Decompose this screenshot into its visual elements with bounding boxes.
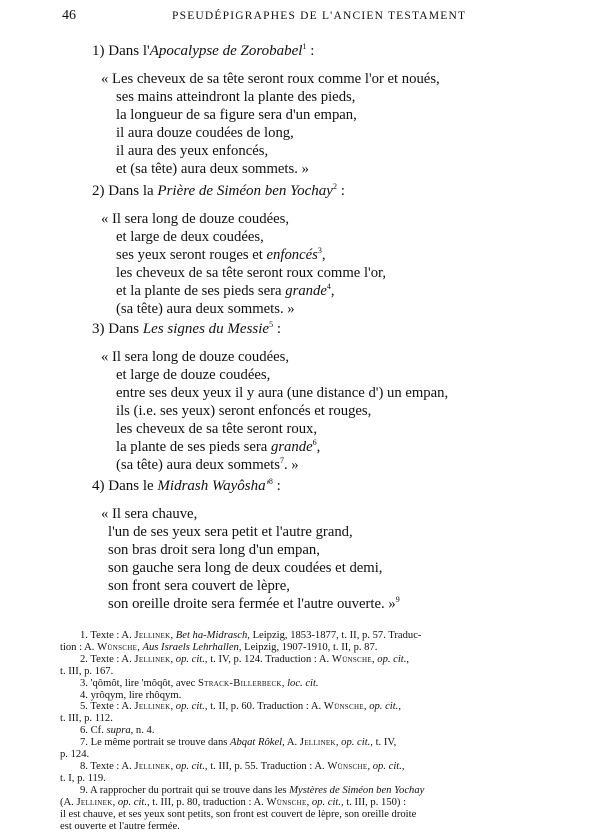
verse-line: et (sa tête) aura deux sommets. » xyxy=(116,161,309,177)
verse-line: « Il sera long de douze coudées, xyxy=(101,349,290,365)
footnote-7: 7. Le même portrait se trouve dans Abqat Rôkel, A. Jellinek, op. cit., t. IV, xyxy=(80,737,397,749)
footnote-9: 9. A rapprocher du portrait qui se trouve dans les Mystères de Siméon ben Yochay xyxy=(80,784,425,796)
verse-line: les cheveux de sa tête seront roux comme l'or, xyxy=(116,265,387,281)
verse-line: la plante de ses pieds sera grande$^6$, xyxy=(116,438,321,455)
footnotes xyxy=(60,630,558,832)
verse-line: (sa tête) aura deux sommets$^7$. » xyxy=(116,456,299,473)
footnote-6: 6. Cf. supra, n. 4. xyxy=(80,725,155,737)
footnote-9-cont: est ouverte et l'autre fermée. xyxy=(60,820,180,832)
footnote-4: 4. yrôqym, lire rhôqym. xyxy=(80,689,182,701)
section-heading: 3) Dans Les signes du Messie$^5$ : xyxy=(92,320,281,337)
verse-line: « Les cheveux de sa tête seront roux comme l'or et noués, xyxy=(101,71,440,87)
verse-line: son oreille droite sera fermée et l'autre ouverte. »$^9$ xyxy=(108,595,400,612)
verse-line: ils (i.e. ses yeux) seront enfoncés et rouges, xyxy=(116,403,372,419)
verse-line: les cheveux de sa tête seront roux, xyxy=(116,421,318,437)
verse-line: et large de deux coudées, xyxy=(116,229,264,245)
verse-line: et la plante de ses pieds sera grande$^4$, xyxy=(116,282,335,299)
verse-line: « Il sera long de douze coudées, xyxy=(101,211,290,227)
verse-line: son front sera couvert de lèpre, xyxy=(108,578,290,594)
section-heading: 4) Dans le Midrash $Wayôsha'^8$ : xyxy=(92,477,281,494)
verse-line: il aura des yeux enfoncés, xyxy=(116,143,269,159)
footnote-8: 8. Texte : A. Jellinek, op. cit., t. III, p. 55. Traduction : A. Wünsche, op. cit., xyxy=(80,760,405,772)
verse-line: (sa tête) aura deux sommets. » xyxy=(116,301,295,317)
footnote-2: 2. Texte : A. Jellinek, op. cit., t. IV, p. 124. Traduction : A. Wünsche, op. cit., xyxy=(80,653,410,665)
verse-line: son gauche sera long de deux coudées et demi, xyxy=(108,560,383,576)
verse-line: ses mains atteindront la plante des pieds, xyxy=(116,89,356,105)
section-heading: 2) Dans la Prière de Siméon ben Yochay$^2$ : xyxy=(92,182,345,199)
verse-line: entre ses deux yeux il y aura (une distance d') un empan, xyxy=(116,385,449,401)
footnote-3: 3. 'qômôt, lire 'môqôt, avec Strack-Billerbeck, loc. cit. xyxy=(80,677,319,689)
verse-line: l'un de ses yeux sera petit et l'autre grand, xyxy=(108,524,353,540)
footnote-7-cont: p. 124. xyxy=(60,749,90,761)
footnote-5-cont: t. III, p. 112. xyxy=(60,713,113,725)
footnote-2-cont: t. III, p. 167. xyxy=(60,665,114,677)
footnote-1-cont: tion : A. Wünsche, Aus Israels Lehrhallen, Leipzig, 1907-1910, t. II, p. 87. xyxy=(60,641,378,653)
running-head xyxy=(62,8,552,26)
footnote-1: 1. Texte : A. Jellinek, Bet ha-Midrasch, Leipzig, 1853-1877, t. II, p. 57. Traduc- xyxy=(80,630,422,641)
footnote-9-cont: il est chauve, et ses yeux sont petits, son front est couvert de lèpre, son oreille droite xyxy=(60,808,417,820)
running-title: PSEUDÉPIGRAPHES DE L'ANCIEN TESTAMENT xyxy=(172,10,467,22)
verse-line: et large de douze coudées, xyxy=(116,367,271,383)
section-heading: 1) Dans l'Apocalypse de Zorobabel$^1$ : xyxy=(92,42,315,59)
verse-line: ses yeux seront rouges et enfoncés$^3$, xyxy=(116,246,326,263)
verse-line: « Il sera chauve, xyxy=(101,506,198,522)
verse-line: il aura douze coudées de long, xyxy=(116,125,294,141)
page-number: 46 xyxy=(62,8,76,23)
footnote-5: 5. Texte : A. Jellinek, op. cit., t. II, p. 60. Traduction : A. Wünsche, op. cit., xyxy=(80,701,401,713)
verse-line: son bras droit sera long d'un empan, xyxy=(108,542,320,558)
footnote-9-cont: (A. Jellinek, op. cit., t. III, p. 80, traduction : A. Wünsche, op. cit., t. III, p. 150) : xyxy=(60,796,407,808)
verse-line: la longueur de sa figure sera d'un empan, xyxy=(116,107,357,123)
footnote-8-cont: t. I, p. 119. xyxy=(60,772,106,784)
